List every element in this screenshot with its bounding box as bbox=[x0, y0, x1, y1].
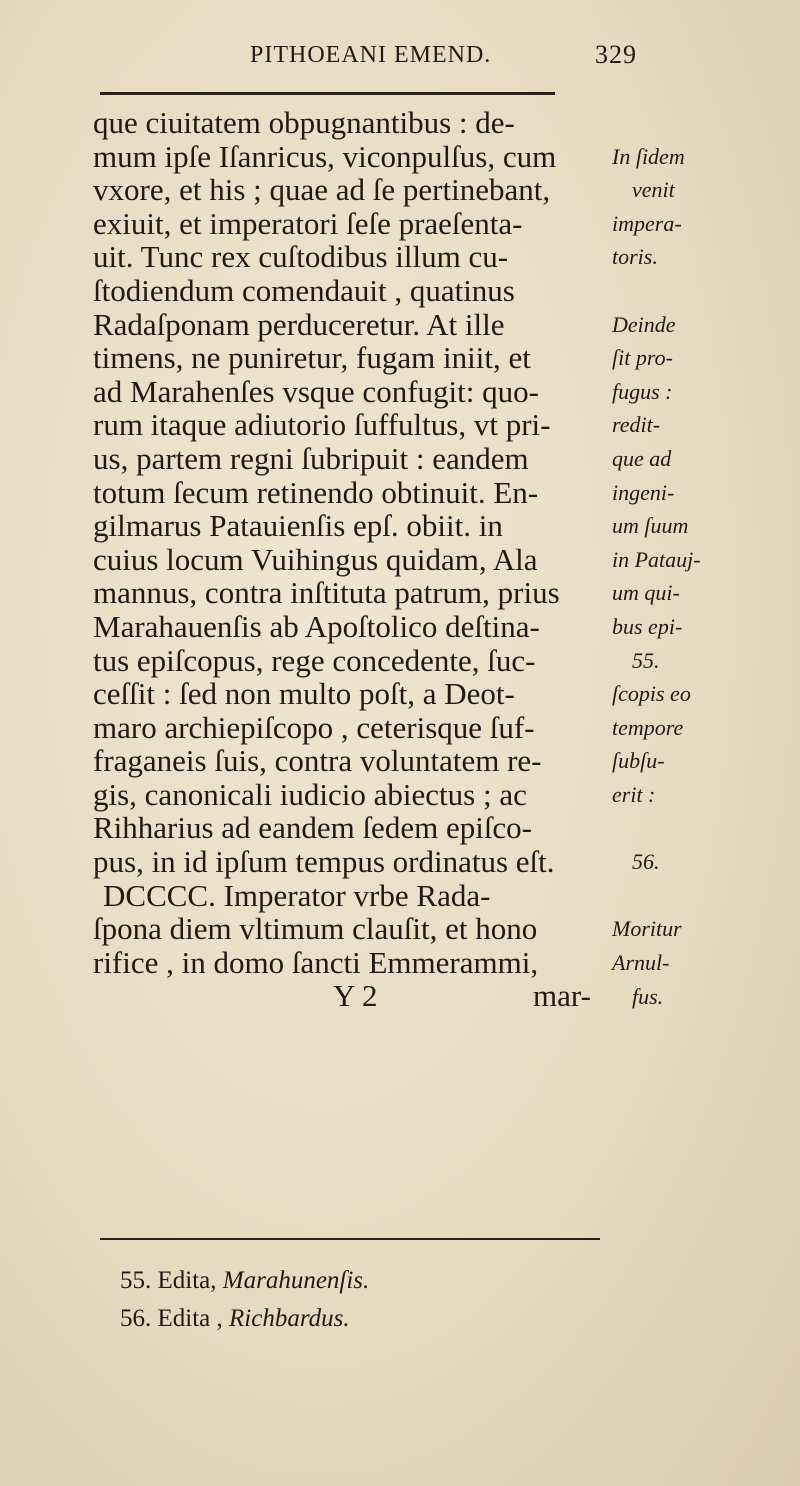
margin-note: bus epi- bbox=[612, 614, 683, 639]
margin-note: fus. bbox=[632, 983, 664, 1009]
text-line: cuius locum Vuihingus quidam, Ala bbox=[93, 541, 538, 577]
margin-note: ingeni- bbox=[612, 479, 675, 505]
text-line: tus epiſcopus, rege concedente, ſuc- bbox=[93, 642, 536, 678]
margin-note: ſcopis eo bbox=[612, 681, 691, 707]
margin-note: 55. bbox=[632, 647, 660, 673]
text-line: totum ſecum retinendo obtinuit. En- bbox=[93, 474, 539, 510]
footnotes bbox=[120, 1262, 680, 1338]
text-line: gis, canonicali iudicio abiectus ; ac bbox=[93, 776, 527, 812]
margin-note: ſit pro- bbox=[612, 345, 673, 371]
text-line: us, partem regni ſubripuit : eandem bbox=[93, 440, 529, 476]
margin-note: redit- bbox=[612, 412, 661, 438]
margin-note: Deinde bbox=[612, 311, 676, 337]
text-line: ſtodiendum comendauit , quatinus bbox=[93, 272, 515, 308]
text-line: exiuit, et imperatori ſeſe praeſenta- bbox=[93, 205, 523, 241]
page-number: 329 bbox=[595, 40, 637, 69]
footnote-rule bbox=[100, 1238, 600, 1240]
footnote-number: 56. bbox=[120, 1305, 152, 1332]
margin-note: venit bbox=[632, 177, 675, 203]
text-line: ad Marahenſes vsque confugit: quo- bbox=[93, 373, 539, 409]
text-line: vxore, et his ; quae ad ſe pertinebant, bbox=[93, 172, 551, 208]
footnote-variant: Richbardus. bbox=[229, 1305, 350, 1332]
text-line: gilmarus Patauienſis epſ. obiit. in bbox=[93, 508, 503, 544]
text-line: fraganeis ſuis, contra voluntatem re- bbox=[93, 743, 542, 779]
header-rule bbox=[100, 92, 555, 95]
text-line: ſpona diem vltimum clauſit, et hono bbox=[93, 911, 538, 947]
text-line: mannus, contra inſtituta patrum, prius bbox=[93, 575, 560, 611]
text-line: rum itaque adiutorio ſuffultus, vt pri- bbox=[93, 407, 551, 443]
margin-note: impera- bbox=[612, 210, 682, 236]
footnote-variant: Marahunenſis. bbox=[222, 1267, 370, 1294]
footnote-text: Edita, bbox=[157, 1267, 217, 1294]
margin-note: um ſuum bbox=[612, 513, 689, 539]
text-line: maro archiepiſcopo , ceterisque ſuf- bbox=[93, 709, 535, 745]
margin-note: erit : bbox=[612, 782, 656, 807]
running-header bbox=[250, 40, 750, 80]
footnote bbox=[120, 1300, 680, 1338]
footnote bbox=[120, 1262, 680, 1300]
margin-note: toris. bbox=[612, 244, 658, 270]
margin-note: ſubſu- bbox=[612, 748, 665, 774]
text-line: Radaſponam perduceretur. At ille bbox=[93, 306, 505, 342]
margin-note: um qui- bbox=[612, 580, 680, 606]
margin-note: fugus : bbox=[612, 378, 673, 404]
margin-note: Arnul- bbox=[612, 950, 670, 975]
margin-note: In ſidem bbox=[612, 143, 685, 169]
text-line: mum ipſe Iſanricus, viconpulſus, cum bbox=[93, 138, 557, 174]
text-line: mar- bbox=[533, 978, 591, 1014]
text-line: ceſſit : ſed non multo poſt, a Deot- bbox=[93, 676, 515, 712]
margin-note: tempore bbox=[612, 714, 684, 740]
margin-note: Moritur bbox=[612, 916, 682, 942]
text-line: timens, ne puniretur, fugam iniit, et bbox=[93, 340, 531, 376]
footnote-text: Edita , bbox=[157, 1305, 223, 1332]
margin-note: in Patauj- bbox=[612, 546, 701, 572]
margin-note: que ad bbox=[612, 446, 672, 471]
running-title: PITHOEANI EMEND. bbox=[250, 42, 492, 68]
text-line: Rihharius ad eandem ſedem epiſco- bbox=[93, 810, 533, 846]
text-line: que ciuitatem obpugnantibus : de- bbox=[93, 105, 515, 140]
text-line: rifice , in domo ſancti Emmerammi, bbox=[93, 944, 539, 980]
text-line: pus, in id ipſum tempus ordinatus eſt. bbox=[93, 844, 555, 880]
text-line: Y 2 bbox=[333, 978, 378, 1014]
margin-note: 56. bbox=[632, 849, 660, 875]
text-line: uit. Tunc rex cuſtodibus illum cu- bbox=[93, 239, 509, 275]
footnote-number: 55. bbox=[120, 1267, 152, 1294]
text-line: Marahauenſis ab Apoſtolico deſtina- bbox=[93, 608, 540, 644]
text-line: DCCCC. Imperator vrbe Rada- bbox=[103, 877, 491, 913]
